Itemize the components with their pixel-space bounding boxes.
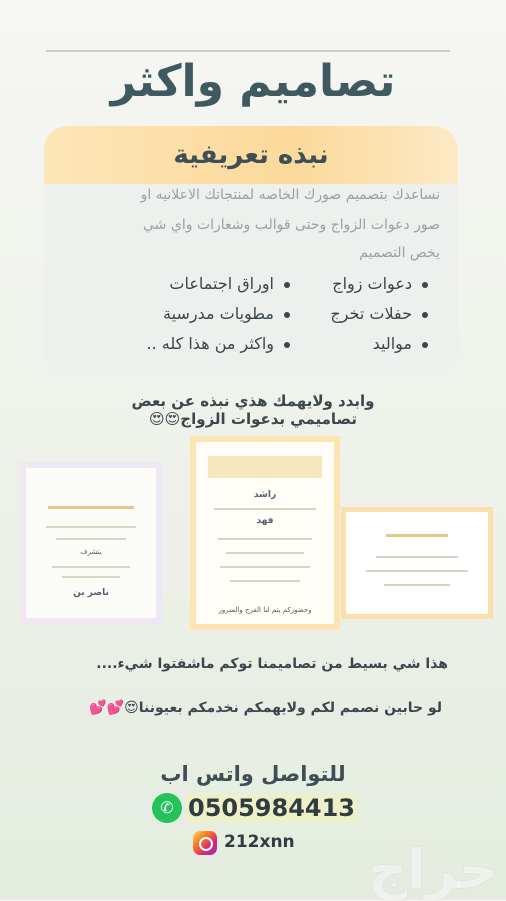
teaser-line-2: تصاميمي بدعوات الزواج😍😍 <box>149 410 357 428</box>
bullet-item <box>373 334 428 353</box>
bullet-dot <box>422 312 428 318</box>
text-line <box>230 580 300 582</box>
top-divider <box>46 50 450 52</box>
bullet-label: اوراق اجتماعات <box>169 274 274 293</box>
bullet-dot <box>422 282 428 288</box>
message-line-2: لو حابين نصمم لكم ولايهمكم نخدمكم بعيوننا😍💕💕 <box>89 700 442 716</box>
bullet-label: واكثر من هذا كله .. <box>146 334 274 353</box>
teaser-line-1: وابدد ولايهمك هذي نبذه عن بعض <box>131 392 375 410</box>
text-line <box>46 526 136 528</box>
bullet-dot <box>284 312 290 318</box>
bullet-item <box>163 304 290 323</box>
bullet-dot <box>422 342 428 348</box>
bullet-item <box>147 334 290 353</box>
intro-line-2: صور دعوات الزواج وحتى قوالب وشعارات واي شي <box>143 217 440 233</box>
bullet-item <box>332 274 428 293</box>
decorative-band <box>386 534 448 537</box>
text-line <box>62 576 120 578</box>
text-line <box>376 556 458 558</box>
phone-number[interactable]: 0505984413 <box>188 794 355 822</box>
sample-2-closing: وحضوركم يتم لنا الفرح والسرور <box>218 606 312 614</box>
whatsapp-icon[interactable]: ✆ <box>152 793 182 823</box>
text-line <box>226 552 304 554</box>
text-line <box>366 570 468 572</box>
text-line <box>214 508 316 510</box>
sample-1-text: يتشرف <box>80 548 102 556</box>
invitation-sample-2[interactable] <box>196 442 334 624</box>
bullet-label: مطويات مدرسية <box>163 304 274 323</box>
bullet-item <box>169 274 290 293</box>
text-line <box>52 566 130 568</box>
page-title: تصاميم واكثر <box>110 56 396 107</box>
invitation-sample-3[interactable] <box>346 512 488 614</box>
message-line-1: هذا شي بسيط من تصاميمنا توكم ماشفتوا شيء.... <box>96 656 448 672</box>
sample-2-name-1: راشد <box>253 490 277 500</box>
bullet-dot <box>284 282 290 288</box>
bullet-label: مواليد <box>372 334 412 353</box>
invitation-sample-1[interactable] <box>26 468 156 618</box>
decorative-band <box>48 506 134 509</box>
intro-card <box>44 126 458 376</box>
instagram-icon[interactable] <box>193 831 217 855</box>
text-line <box>220 566 310 568</box>
bullet-item <box>330 304 428 323</box>
contact-title: للتواصل واتس اب <box>160 762 346 786</box>
sample-2-name-2: فهد <box>256 516 274 526</box>
watermark-logo: حراج <box>368 838 498 901</box>
bullet-label: حفلات تخرج <box>330 304 412 323</box>
text-line <box>218 538 312 540</box>
intro-line-3: يخص التصميم <box>359 245 440 261</box>
bullet-label: دعوات زواج <box>332 274 412 293</box>
text-line <box>384 584 450 586</box>
decorative-header <box>208 456 322 478</box>
instagram-handle[interactable]: 212xnn <box>224 832 295 852</box>
bullet-dot <box>284 342 290 348</box>
text-line <box>56 538 126 540</box>
intro-line-1: نساعدك بتصميم صورك الخاصه لمنتجاتك الاعلانيه او <box>140 187 440 203</box>
sample-1-name: ناصر بن <box>73 588 109 598</box>
intro-heading: نبذه تعريفية <box>173 140 329 170</box>
